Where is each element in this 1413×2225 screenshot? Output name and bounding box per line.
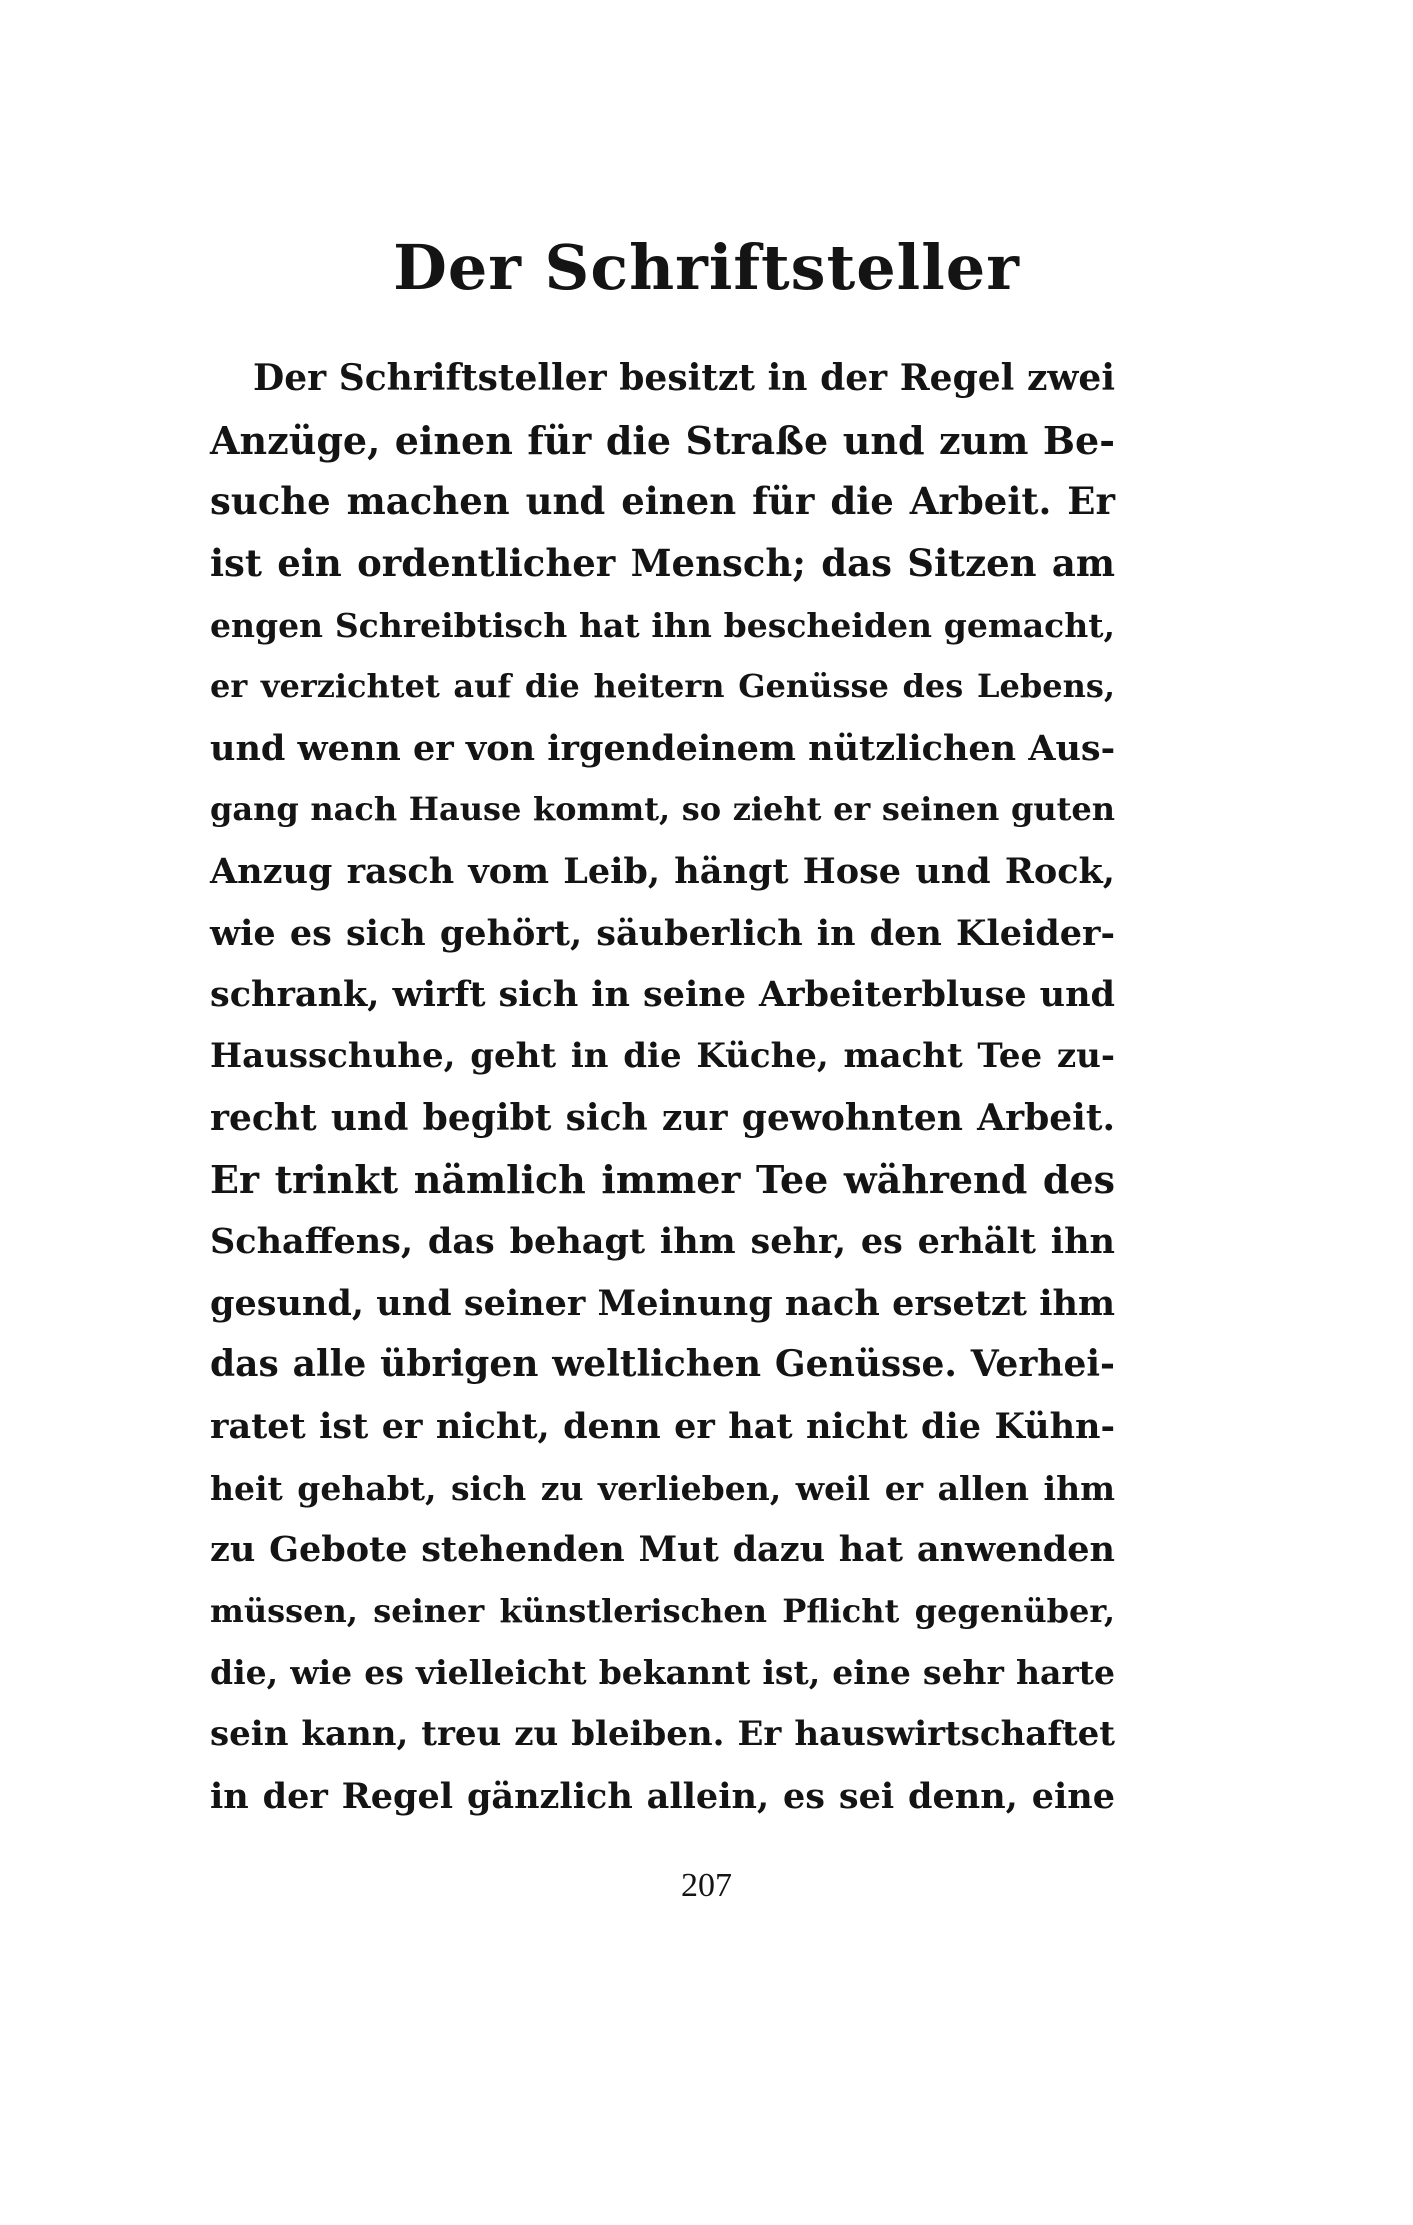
text-line: ratet ist er nicht, denn er hat nicht die Kühn- [210, 1405, 1115, 1447]
text-line: Anzüge, einen für die Straße und zum Be- [210, 417, 1115, 463]
text-line: Hausschuhe, geht in die Küche, macht Tee zu- [210, 1036, 1115, 1077]
text-line: gang nach Hause kommt, so zieht er seinen guten [210, 790, 1115, 829]
text-line: die, wie es vielleicht bekannt ist, eine sehr harte [210, 1653, 1115, 1693]
text-line: suche machen und einen für die Arbeit. Er [210, 479, 1115, 524]
text-line: wie es sich gehört, säuberlich in den Kleider- [210, 912, 1115, 954]
page-number: 207 [681, 1867, 732, 1904]
text-line: sein kann, treu zu bleiben. Er hauswirtschaftet [210, 1714, 1115, 1755]
text-line: Der Schriftsteller besitzt in der Regel zwei [253, 357, 1115, 399]
text-line: gesund, und seiner Meinung nach ersetzt ihm [210, 1282, 1115, 1324]
text-line: und wenn er von irgendeinem nützlichen Aus- [210, 727, 1116, 769]
text-line: Er trinkt nämlich immer Tee während des [210, 1157, 1115, 1203]
text-line: Schaffens, das behagt ihm sehr, es erhält ihn [210, 1220, 1115, 1262]
text-line: heit gehabt, sich zu verlieben, weil er allen ihm [210, 1468, 1115, 1508]
text-line: das alle übrigen weltlichen Genüsse. Verhei- [210, 1343, 1115, 1386]
text-line: Anzug rasch vom Leib, hängt Hose und Rock, [210, 851, 1115, 893]
body-text [210, 348, 1115, 1827]
text-line: recht und begibt sich zur gewohnten Arbeit. [210, 1096, 1115, 1139]
text-line: ist ein ordentlicher Mensch; das Sitzen am [210, 540, 1115, 585]
text-line: er verzichtet auf die heitern Genüsse des Lebens, [210, 667, 1115, 706]
text-line: zu Gebote stehenden Mut dazu hat anwenden [210, 1529, 1115, 1571]
text-line: engen Schreibtisch hat ihn bescheiden gemacht, [210, 605, 1115, 645]
chapter-title: Der Schriftsteller [393, 231, 1020, 304]
text-line: müssen, seiner künstlerischen Pflicht gegenüber, [210, 1591, 1115, 1630]
text-line: in der Regel gänzlich allein, es sei denn, eine [210, 1775, 1115, 1817]
text-line: schrank, wirft sich in seine Arbeiterbluse und [210, 974, 1115, 1016]
